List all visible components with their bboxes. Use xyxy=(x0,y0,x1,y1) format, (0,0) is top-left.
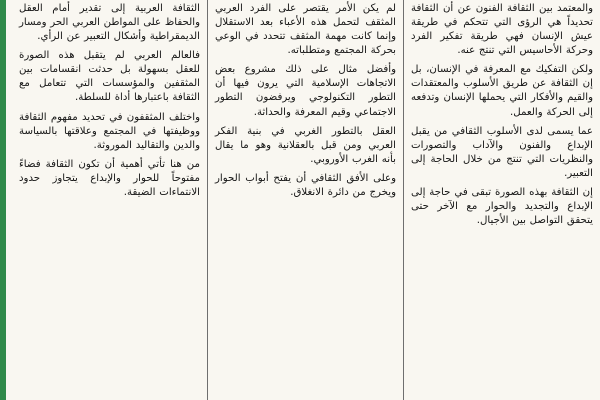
column-fade xyxy=(208,394,403,400)
paragraph: ولكن التفكيك مع المعرفة في الإنسان، بل إن الثقافة عن طريق الأسلوب والمعتقدات والقيم والأفكار التي يحملها الإنسان وتدفعه إلى الحركة والعمل. xyxy=(411,64,593,118)
paragraph: العقل بالتطور الغربي في بنية الفكر العربي ومن قبل بالعقلانية وهو ما يقال بأنه الغرب الأوروبي. xyxy=(215,125,396,165)
paragraph: من هنا تأتي أهمية أن تكون الثقافة فضاءً مفتوحاً للحوار والإبداع يتجاوز حدود الانتماءات الضيقة. xyxy=(19,158,200,198)
paragraph: عما يسمى لدى الأسلوب الثقافي من يقبل الإبداع والفنون والآداب والتصورات والنظريات التي تنتج من خلال الحاجة إلى التعبير. xyxy=(411,125,593,179)
article-column-left xyxy=(12,0,208,400)
column-fade xyxy=(404,394,600,400)
article-columns xyxy=(12,0,600,400)
paragraph: وعلى الأفق الثقافي أن يفتح أبواب الحوار ويخرج من دائرة الانغلاق. xyxy=(215,172,396,198)
paragraph: واختلف المثقفون في تحديد مفهوم الثقافة ووظيفتها في المجتمع وعلاقتها بالسياسة والدين والتقاليد الموروثة. xyxy=(19,111,200,151)
paragraph: والمعتمد بين الثقافة الفنون عن أن الثقافة تحديداً هي الرؤى التي تتحكم في طريقة عيش الإنسان فهي طريقة تفكير الفرد وحركة الأحاسيس التي تنتج عنه. xyxy=(411,3,593,57)
paragraph: وأفضل مثال على ذلك مشروع بعض الاتجاهات الإسلامية التي يرون فيها أن التطور التكنولوجي ويرفضون التطور الاجتماعي وقيم المعرفة والحداثة. xyxy=(215,64,396,118)
paragraph: الثقافة العربية إلى تقدير أمام العقل والحفاظ على المواطن العربي الحر ومسار الديمقراطية وأشكال التعبير عن الرأي. xyxy=(19,3,200,43)
column-fade xyxy=(12,394,207,400)
paragraph: إن الثقافة بهذه الصورة تبقى في حاجة إلى الإبداع والتجديد والحوار مع الآخر حتى يتحقق التواصل بين الأجيال. xyxy=(411,186,593,227)
paragraph: لم يكن الأمر يقتصر على الفرد العربي المثقف لتحمل هذه الأعباء بعد الاستقلال وإنما كانت مهمة المثقف تتحدد في الوعي بحركة المجتمع ومتطلباته. xyxy=(215,3,396,57)
article-column-right xyxy=(404,0,600,400)
paragraph: فالعالم العربي لم يتقبل هذه الصورة للعقل بسهولة بل حدثت انقسامات بين المثقفين والمؤسسات التي تتعامل مع الثقافة باعتبارها أداة للسلطة. xyxy=(19,50,200,104)
article-column-middle xyxy=(208,0,404,400)
